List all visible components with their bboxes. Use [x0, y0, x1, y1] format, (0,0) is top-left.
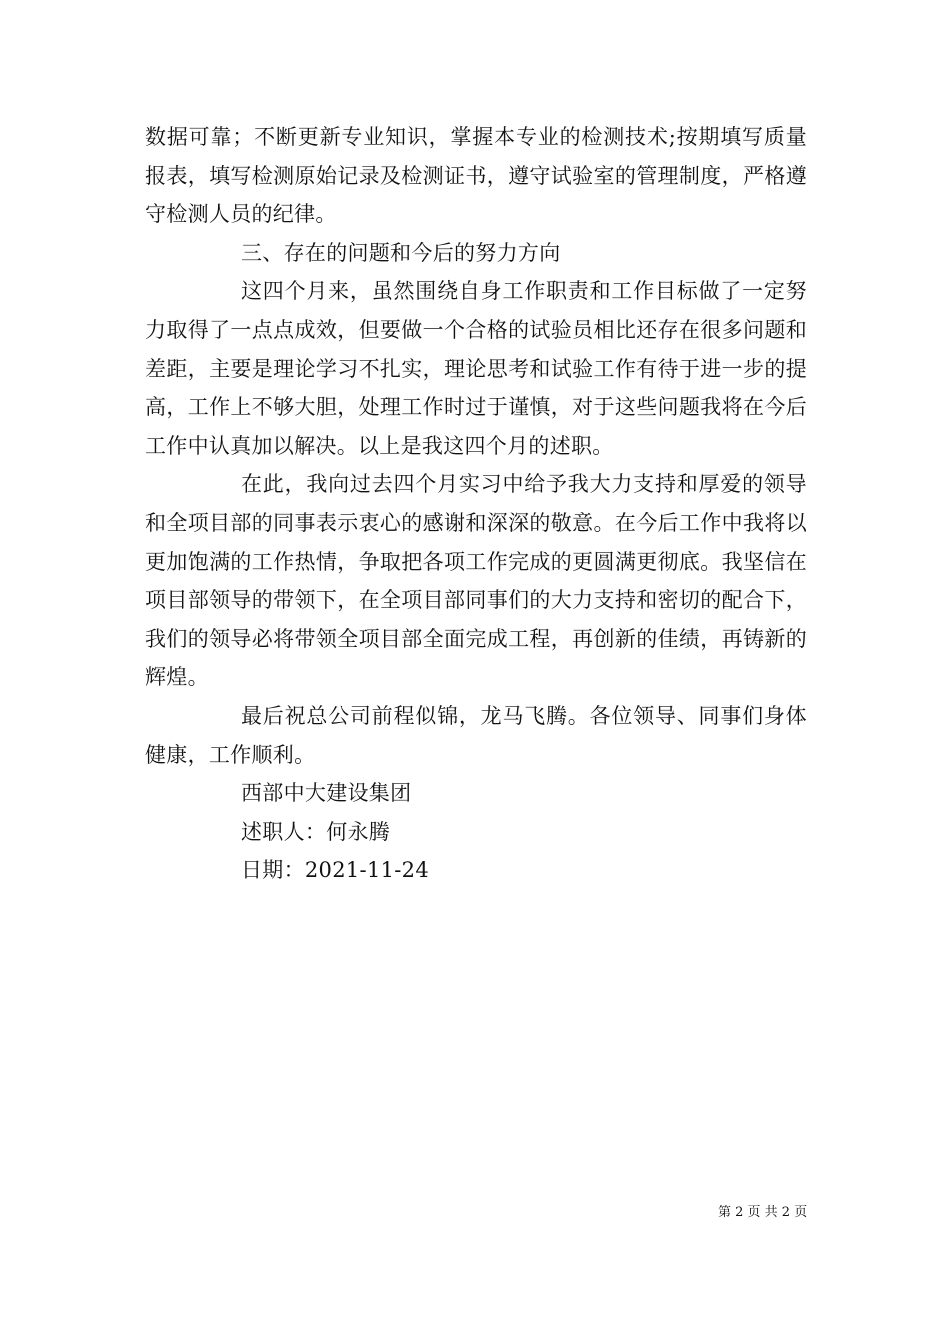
paragraph-closing-wishes: 最后祝总公司前程似锦，龙马飞腾。各位领导、同事们身体健康，工作顺利。: [145, 703, 807, 767]
paragraph-problems: 这四个月来，虽然围绕自身工作职责和工作目标做了一定努力取得了一点点成效，但要做一个合格的试验员相比还存在很多问题和差距，主要是理论学习不扎实，理论思考和试验工作有待于进一步的提高，工作上不够大胆，处理工作时过于谨慎，对于这些问题我将在今后工作中认真加以解决。以上是我这四个月的述职。: [145, 279, 807, 458]
signature-date: 日期：2021-11-24: [241, 858, 429, 883]
signature-block: [145, 774, 807, 890]
paragraph-thanks: 在此，我向过去四个月实习中给予我大力支持和厚爱的领导和全项目部的同事表示衷心的感谢和深深的敬意。在今后工作中我将以更加饱满的工作热情，争取把各项工作完成的更圆满更彻底。我坚信在项目部领导的带领下，在全项目部同事们的大力支持和密切的配合下，我们的领导必将带领全项目部全面完成工程，再创新的佳绩，再铸新的辉煌。: [145, 472, 807, 690]
paragraph-qualifications: 数据可靠；不断更新专业知识，掌握本专业的检测技术;按期填写质量报表，填写检测原始记录及检测证书，遵守试验室的管理制度，严格遵守检测人员的纪律。: [145, 125, 807, 227]
signature-reporter: 述职人：何永腾: [241, 819, 391, 844]
section-heading: 三、存在的问题和今后的努力方向: [241, 240, 561, 265]
document-body: [145, 118, 807, 890]
page-number-footer: 第 2 页 共 2 页: [718, 1205, 808, 1220]
signature-organization: 西部中大建设集团: [241, 781, 412, 806]
